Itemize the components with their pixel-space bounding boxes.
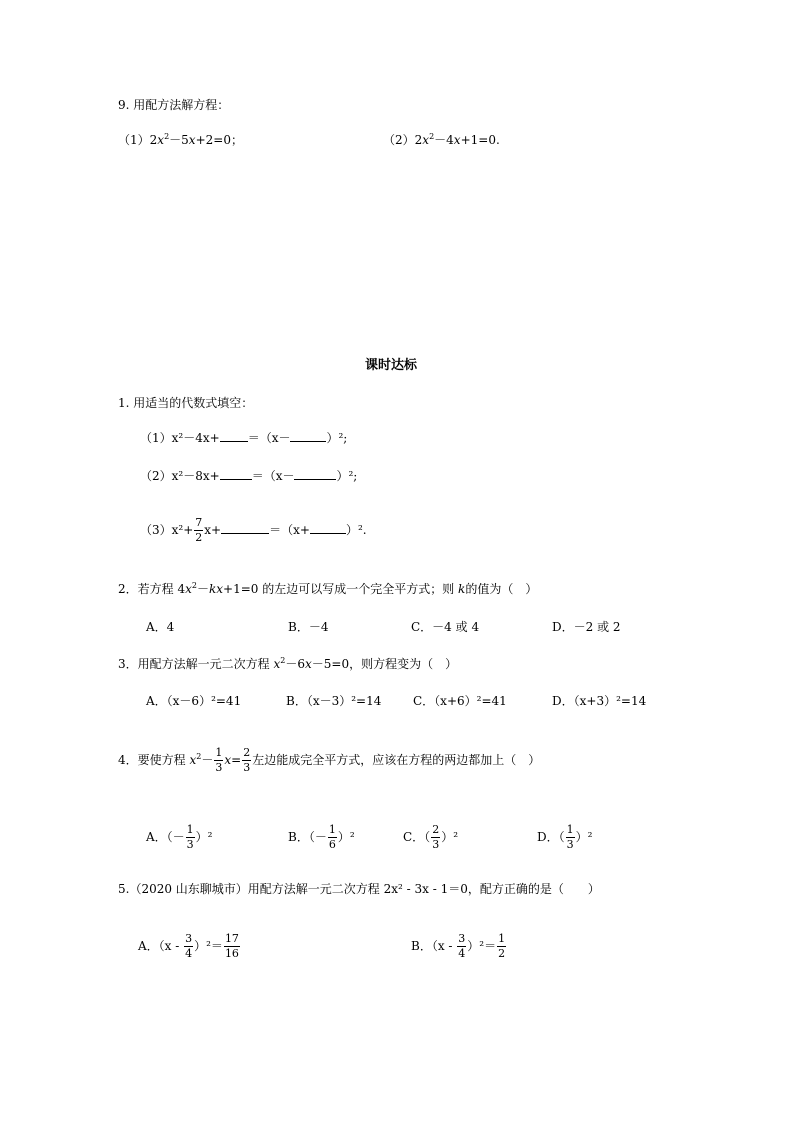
fraction: [186, 823, 195, 852]
frac-den: 6: [328, 838, 336, 851]
q1-p2-inner: x－: [275, 469, 295, 483]
q9-part2-tail: +1=0.: [460, 133, 500, 147]
q9-part1-var: x: [157, 133, 165, 147]
q3-option-d[interactable]: D．（x+3）²=14: [552, 694, 647, 708]
answer-blank[interactable]: [220, 430, 248, 442]
q2-option-d[interactable]: D．－2 或 2: [552, 620, 621, 634]
q5-option-b[interactable]: [411, 930, 507, 962]
frac-num: 3: [185, 932, 193, 945]
q4-title-b: －: [201, 753, 214, 767]
q2-option-a[interactable]: A．4: [146, 620, 175, 634]
q2-title-d: 的值为（ ）: [465, 582, 538, 596]
answer-blank[interactable]: [294, 468, 336, 480]
q2-title-c: +1=0 的左边可以写成一个完全平方式；则: [223, 582, 459, 596]
q5-b-mid: ）²＝: [467, 939, 497, 953]
fraction: [194, 516, 203, 545]
frac-den: 3: [566, 838, 574, 851]
q4-title-d: 左边能成完全平方式，应该在方程的两边都加上（ ）: [252, 753, 541, 767]
q4-a-tail: ）²: [195, 830, 213, 844]
q1-p3-post: x+: [204, 523, 222, 537]
frac-den: 4: [458, 947, 466, 960]
q3-title-a: 3．用配方法解一元二次方程: [118, 657, 274, 671]
section-title: 课时达标: [365, 358, 418, 373]
frac-den: 3: [186, 838, 194, 851]
frac-num: 7: [195, 516, 203, 529]
q1-p3-inner: x+: [293, 523, 310, 537]
q4-title-a: 4．要使方程: [118, 753, 190, 767]
q4-title: 4．要使方程 $x^2-$ $\frac{1}{3}$ x= $\frac{2}{3}$ 左边能成完全平方式，应该在方程的两边都加上（ ）: [118, 746, 541, 774]
q9-part1-label: （1）2: [118, 133, 158, 147]
q4-option-c[interactable]: [403, 822, 458, 852]
q4-option-a[interactable]: [146, 822, 212, 852]
fraction: [184, 932, 193, 961]
frac-den: 2: [498, 947, 506, 960]
q4-title-c: =: [231, 753, 242, 767]
q4-option-d[interactable]: [537, 822, 592, 852]
frac-num: 17: [224, 932, 239, 945]
fraction: [214, 746, 223, 775]
fraction: [497, 932, 506, 961]
frac-num: 1: [566, 823, 574, 836]
q5-a-label: A．（x -: [138, 939, 184, 953]
q9-part2-var2: x: [453, 133, 461, 147]
q5-option-a[interactable]: [138, 930, 241, 962]
q2-title: 2．若方程 $4x^2-kx+1=0$ 的左边可以写成一个完全平方式；则 k的值为（ ）: [118, 581, 538, 596]
q9-part1: $(1)2x^2-5x+2=0$；: [118, 132, 243, 147]
q1-p1-close: ）²;: [326, 431, 348, 445]
q9-part1-var2: x: [188, 133, 196, 147]
q2-title-a: 2．若方程 4: [118, 582, 186, 596]
q5-b-label: B．（x -: [411, 939, 457, 953]
q9-part1-mid: －5: [169, 133, 189, 147]
q2-option-b[interactable]: B．－4: [288, 620, 329, 634]
q1-p3-close: ）².: [345, 523, 367, 537]
q1-p2-expr: x²－8x+: [171, 469, 220, 483]
q1-p1-expr: x²－4x+: [171, 431, 220, 445]
q4-c-tail: ）²: [441, 830, 458, 844]
q4-option-b[interactable]: [288, 822, 355, 852]
frac-num: 1: [328, 823, 336, 836]
q9-part2: $(2)2x^2-4x+1=0$.: [383, 132, 500, 147]
frac-num: 2: [432, 823, 440, 836]
q9-title: 9. 用配方法解方程：: [118, 98, 230, 112]
q1-p2-label: （2）: [140, 469, 172, 483]
frac-num: 1: [498, 932, 506, 945]
fraction: [224, 932, 240, 961]
answer-blank[interactable]: [220, 468, 252, 480]
q9-part1-tail: +2=0；: [195, 133, 243, 147]
q1-p1-eq: ＝（: [247, 431, 272, 445]
q4-b-tail: ）²: [337, 830, 355, 844]
q4-c-label: C．（: [403, 830, 431, 844]
q5-title: 5.（2020 山东聊城市）用配方法解一元二次方程 2x² - 3x - 1＝0，配方正确的是（ ）: [118, 882, 600, 896]
frac-num: 1: [186, 823, 194, 836]
fraction: [566, 823, 575, 852]
fraction: [457, 932, 466, 961]
q1-p2-close: ）²;: [336, 469, 358, 483]
frac-den: 3: [215, 761, 223, 774]
q2-title-b: －: [196, 582, 209, 596]
q1-part2: [140, 468, 357, 484]
q4-d-tail: ）²: [575, 830, 593, 844]
fraction: [431, 823, 440, 852]
q3-option-b[interactable]: B．（x－3）²=14: [286, 694, 382, 708]
q3-title-c: －5=0，则方程变为（ ）: [311, 657, 458, 671]
frac-den: 4: [185, 947, 193, 960]
q5-a-mid: ）²＝: [194, 939, 223, 953]
q4-b-label: B．（－: [288, 830, 327, 844]
answer-blank[interactable]: [290, 430, 326, 442]
q9-part2-var: x: [422, 133, 430, 147]
frac-num: 1: [215, 746, 223, 759]
answer-blank[interactable]: [310, 522, 346, 534]
q1-p3-label: （3）: [140, 523, 172, 537]
q3-option-a[interactable]: A．（x－6）²=41: [146, 694, 242, 708]
q3-option-c[interactable]: C．（x+6）²=41: [413, 694, 507, 708]
q1-p3-pre: x²+: [171, 523, 194, 537]
frac-num: 3: [458, 932, 466, 945]
frac-num: 2: [243, 746, 251, 759]
q3-title: 3．用配方法解一元二次方程 $x^2-6x-5=0$，则方程变为（ ）: [118, 656, 458, 671]
q9-part2-label: （2）2: [383, 133, 423, 147]
q1-p2-eq: ＝（: [251, 469, 276, 483]
frac-den: 16: [224, 947, 239, 960]
frac-den: 2: [195, 531, 203, 544]
q2-option-c[interactable]: C．－4 或 4: [411, 620, 480, 634]
q1-p1-inner: x－: [271, 431, 291, 445]
q1-p1-label: （1）: [140, 431, 172, 445]
q9-part2-mid: －4: [434, 133, 454, 147]
answer-blank[interactable]: [221, 522, 269, 534]
q1-part1: [140, 430, 347, 446]
frac-den: 3: [243, 761, 251, 774]
q1-title: 1. 用适当的代数式填空：: [118, 396, 254, 410]
fraction: [328, 823, 337, 852]
q1-p3-eq: ＝（: [269, 523, 294, 537]
q4-d-label: D．（: [537, 830, 565, 844]
q4-a-label: A．（－: [146, 830, 185, 844]
q1-part3: [140, 515, 367, 545]
frac-den: 3: [432, 838, 440, 851]
fraction: [242, 746, 251, 775]
q3-title-b: －6: [285, 657, 305, 671]
